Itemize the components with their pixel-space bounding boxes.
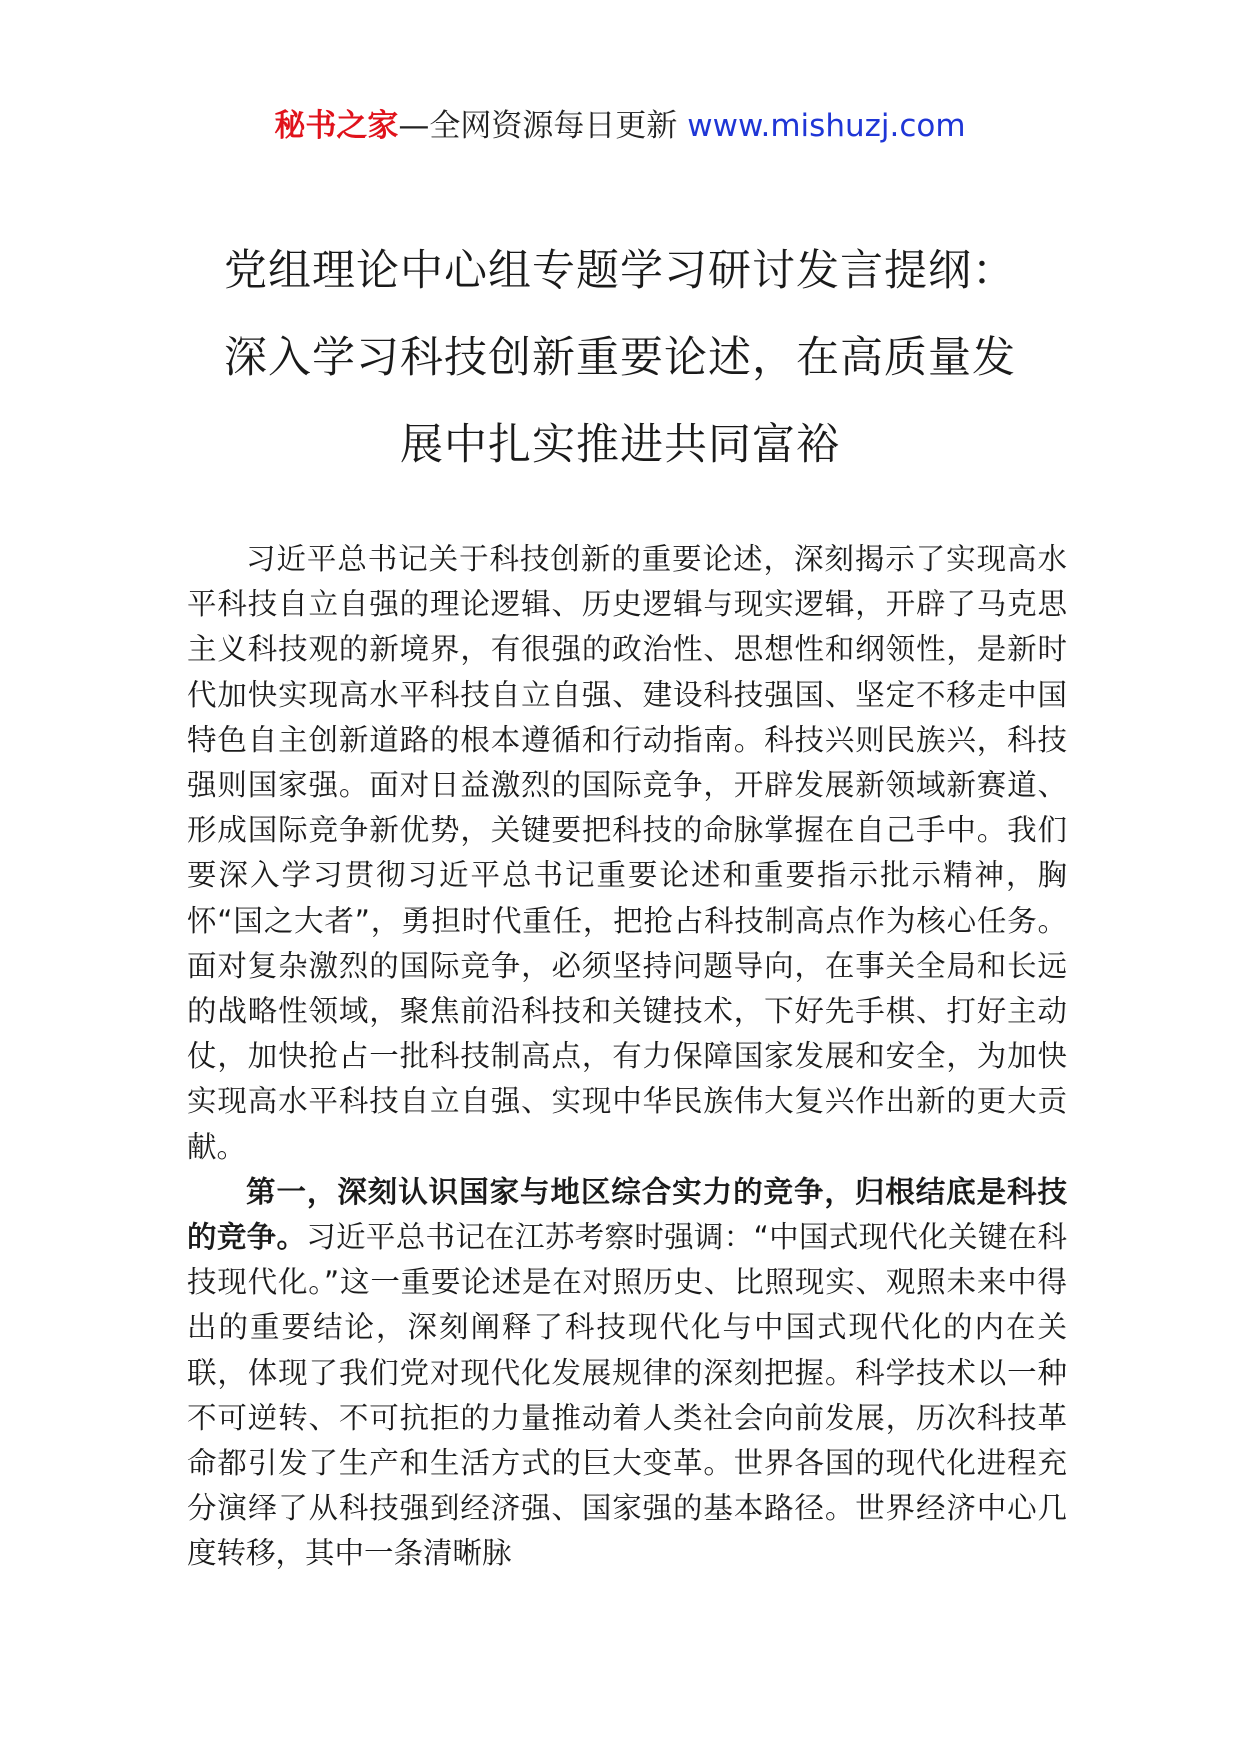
title-line-2: 深入学习科技创新重要论述，在高质量发 [224, 333, 1016, 383]
paragraph-first-point-text: 习近平总书记在江苏考察时强调：“中国式现代化关键在科技现代化。”这一重要论述是在对照历史、比照现实、观照未来中得出的重要结论，深刻阐释了科技现代化与中国式现代化的内在关联，体现了我们党对现代化发展规律的深刻把握。科学技术以一种不可逆转、不可抗拒的力量推动着人类社会向前发展，历次科技革命都引发了生产和生活方式的巨大变革。世界各国的现代化进程充分演绎了从科技强到经济强、国家强的基本路径。世界经济中心几度转移，其中一条清晰脉 [187, 1220, 1067, 1571]
document-body [187, 537, 1067, 1577]
title-line-3: 展中扎实推进共同富裕 [400, 420, 840, 470]
brand-name: 秘书之家 [274, 108, 399, 144]
paragraph-intro [187, 537, 1067, 1170]
document-title [160, 228, 1080, 489]
paragraph-first-point-lead: 第一，深刻认识国家与地区综合实力的竞争，归根结底是科技的竞争。 [187, 1174, 1067, 1255]
site-url-link[interactable]: www.mishuzj.com [687, 108, 966, 144]
title-line-1: 党组理论中心组专题学习研讨发言提纲： [224, 246, 1016, 296]
page-header [0, 104, 1240, 148]
paragraph-first-point [187, 1170, 1067, 1577]
header-slogan: —全网资源每日更新 [398, 108, 678, 144]
paragraph-intro-text: 习近平总书记关于科技创新的重要论述，深刻揭示了实现高水平科技自立自强的理论逻辑、历史逻辑与现实逻辑，开辟了马克思主义科技观的新境界，有很强的政治性、思想性和纲领性，是新时代加快实现高水平科技自立自强、建设科技强国、坚定不移走中国特色自主创新道路的根本遵循和行动指南。科技兴则民族兴，科技强则国家强。面对日益激烈的国际竞争，开辟发展新领域新赛道、形成国际竞争新优势，关键要把科技的命脉掌握在自己手中。我们要深入学习贯彻习近平总书记重要论述和重要指示批示精神，胸怀“国之大者”，勇担时代重任，把抢占科技制高点作为核心任务。面对复杂激烈的国际竞争，必须坚持问题导向，在事关全局和长远的战略性领域，聚焦前沿科技和关键技术，下好先手棋、打好主动仗，加快抢占一批科技制高点，有力保障国家发展和安全，为加快实现高水平科技自立自强、实现中华民族伟大复兴作出新的更大贡献。 [187, 542, 1067, 1164]
